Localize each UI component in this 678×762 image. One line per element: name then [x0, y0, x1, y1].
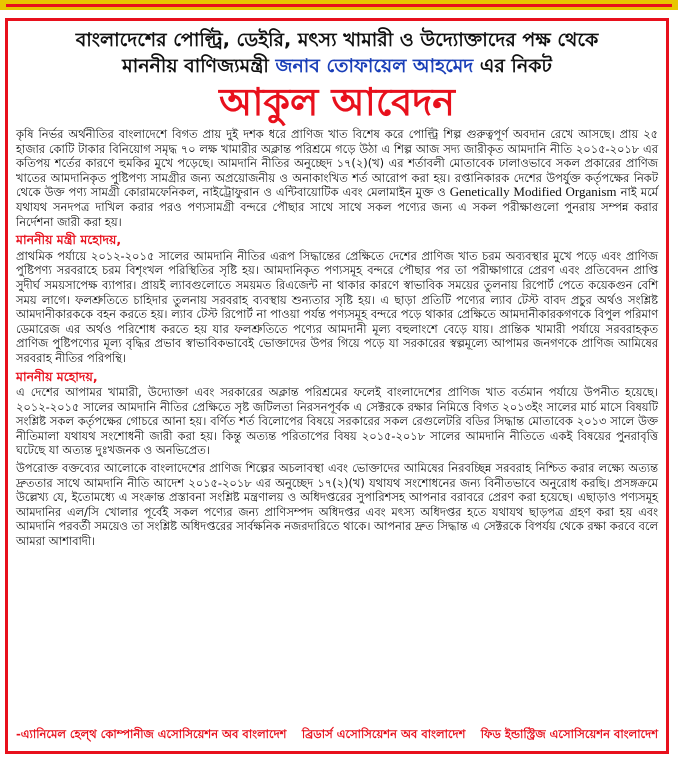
paragraph-1-part-1: কৃষি নির্ভর অর্থনীতির বাংলাদেশে বিগত প্রায় দুই দশক ধরে প্রাণিজ খাত বিশেষ করে পোল্ট্রি শিল্প গুরুত্বপূর্ণ অবদান রেখে আসছে। প্রায় ২৫ হাজার কোটি টাকার বিনিয়োগ সমৃদ্ধ ৭০ লক্ষ খামারীর অক্লান্ত পরিশ্রমে গড়ে উঠা এ শিল্প আজ সদ্য জারীকৃত আমদানি নীতি ২০১৫-২০১৮ এর কতিপয় শর্তের কারণে হুমকির মুখে পড়েছে। আমদানি নীতির অনুচ্ছেদ ১৭(২)(খ) এর শর্তাবলী মোতাবেক ঢালাওভাবে সকল প্রকারের প্রাণিজ খাতের আমদানিকৃত পুষ্টিপণ্য সামগ্রীর জন্য অপ্রয়োজনীয় ও অনাকাংখিত শর্ত আরোপ করা হয়। রপ্তানিকারক দেশের উপর্যুক্ত কর্তৃপক্ষের নিকট থেকে উক্ত পণ্য সামগ্রী কোরামফেনিকল, নাইট্রোফুরান ও এন্টিবায়োটিক এবং মেলামাইন মুক্ত ও [16, 127, 658, 200]
signatories [16, 726, 658, 745]
paragraph-1-part-2: নাই মর্মে যথাযথ সনদপত্র দাখিল করার পরও পণ্যসামগ্রী বন্দরে পৌছার সাথে সাথে সকল পণ্যের জন্য এ সকল পরীক্ষাগুলো পুনরায় সম্পন্ন করার নির্দেশনা জারী করা হয়। [16, 185, 658, 229]
signatory-animal-health: -এ্যানিমেল হেল্থ কোম্পানীজ এসোসিয়েশন অব বাংলাদেশ [16, 727, 287, 741]
headline [8, 27, 666, 79]
paragraph-2: প্রাথমিক পর্যায়ে ২০১২-২০১৫ সালের আমদানি নীতির এরূপ সিদ্ধান্তের প্রেক্ষিতে দেশের প্রাণিজ খাত চরম অব্যবস্থার মুখে পড়ে এবং প্রাণিজ পুষ্টিপণ্য সরবরাহে চরম বিশৃংখল পরিস্থিতির সৃষ্টি হয়। আমদানিকৃত পণ্যসমূহ বন্দরে পৌছার পর তা পরীক্ষাগারে প্রেরণ এবং প্রতিবেদন প্রাপ্তি সুদীর্ঘ সময়সাপেক্ষ ব্যাপার। প্রায়ই ল্যাবগুলোতে সময়মত রিএজেন্ট না থাকার কারণে স্বাভাবিক সময়ের তুলনায় রিপোর্ট পেতে কয়েকগুন বেশি সময় লাগে। ফলশ্রুতিতে চাহিদার তুলনায় সরবরাহ ব্যবস্থায় শুন্যতার সৃষ্টি হয়। এ ছাড়া প্রতিটি পণ্যের ল্যাব টেস্ট বাবদ প্রচুর অর্থও সংশ্লিষ্ট আমদানীকারককে বহন করতে হয়। ল্যাব টেস্ট রিপোর্ট না পাওয়া পর্যন্ত পণ্যসমূহ বন্দরে পড়ে থাকার প্রেক্ষিতে আমদানীকারকগণকে বিপুল পরিমাণ ডেমারেজ এর অর্থও পরিশোধ করতে হয় যার ফলশ্রুতিতে পণ্যের আমদানী মূল্য বহুলাংশে বেড়ে যায়। প্রান্তিক খামারী পর্যায়ে সরবরাহকৃত প্রাণিজ পুষ্টিপণ্যের মূল্য বৃদ্ধির প্রভাব স্বাভাবিকভাবেই ভোক্তাদের উপর গিয়ে পড়ে যা সরকারের স্বল্পমূল্যে আপামর জনগণকে প্রাণিজ আমিষের সরবরাহ নীতির পরিপন্থি। [16, 248, 658, 365]
signatory-breeders: ব্রিডার্স এসোসিয়েশন অব বাংলাদেশ [301, 727, 466, 741]
headline-line-2 [14, 53, 660, 79]
notice-body [8, 127, 666, 549]
minister-name: জনাব তোফায়েল আহমেদ [275, 55, 474, 77]
headline-line-2-pre: মাননীয় বাণিজ্যমন্ত্রী [122, 55, 276, 77]
salutation-minister: মাননীয় মন্ত্রী মহোদয়, [16, 232, 122, 248]
paragraph-3: এ দেশের আপামর খামারী, উদ্যোক্তা এবং সরকারের অক্লান্ত পরিশ্রমের ফলেই বাংলাদেশের প্রাণিজ খাত বর্তমান পর্যায়ে উপনীত হয়েছে। ২০১২-২০১৫ সালের আমদানি নীতির প্রেক্ষিতে সৃষ্ট জটিলতা নিরসনপূর্বক এ সেক্টরকে রক্ষার নিমিত্তে বিগত ২০১৩ইং সালের মার্চ মাসে বিষয়টি সংশ্লিষ্ট সকল কর্তৃপক্ষের গোচরে আনা হয়। বর্ণিত শর্ত বিলোপের বিষয়ে সরকারের সকল রেগুলেটরি বডির সিদ্ধান্ত মোতাবেক ২০১৩ সালে উক্ত নীতিমালা যথাযথ সংশোধনী জারী করা হয়। কিন্তু অত্যন্ত পরিতাপের বিষয় ২০১৫-২০১৮ সালের আমদানি নীতিতে একই বিষয়ের পুনরাবৃত্তি ঘটেছে যা অত্যন্ত দুঃখজনক ও অনভিপ্রেত। [16, 385, 658, 458]
appeal-title: আকুল আবেদন [219, 79, 455, 124]
gmo-term: Genetically Modified Organism [449, 184, 617, 200]
paragraph-4: উপরোক্ত বক্তব্যের আলোকে বাংলাদেশের প্রাণিজ শিল্পের অচলাবস্থা এবং ভোক্তাদের আমিষের নিরবচ্ছিন্ন সরবরাহ নিশ্চিত করার লক্ষ্যে অত্যন্ত দ্রুততার সাথে আমদানি নীতি আদেশ ২০১৫-২০১৮ এর অনুচ্ছেদ ১৭(২)(খ) যথাযথ সংশোধনের জন্য বিনীতভাবে অনুরোধ করছি। প্রসঙ্গক্রমে উল্লেখ্য যে, ইতোমধ্যে এ সংক্রান্ত প্রস্তাবনা সংশ্লিষ্ট মন্ত্রণালয় ও অধিদপ্তরের সুপারিশসহ আপনার বরাবরে প্রেরণ করা হয়েছে। এছাড়াও পণ্যসমূহ আমদানির এল/সি খোলার পূর্বেই সকল পণ্যের জন্য প্রাণিসম্পদ অধিদপ্তর এবং মৎস্য অধিদপ্তর হতে যথাযথ ছাড়পত্র গ্রহণ করা হয় এবং আমদানি পরবর্তী সময়েও তা সংশ্লিষ্ট অধিদপ্তরের সার্বক্ষনিক নজরদারিতে থাকে। আপনার দ্রুত সিদ্ধান্ত এ সেক্টরকে বিপর্যয় থেকে রক্ষা করবে বলে আমরা আশাবাদী। [16, 461, 658, 549]
signatory-feed-industries: ফিড ইন্ডাস্ট্রিজ এসোসিয়েশন বাংলাদেশ [480, 727, 658, 741]
salutation-sir: মাননীয় মহোদয়, [16, 368, 98, 384]
top-color-band [0, 0, 678, 10]
top-red-line [6, 4, 672, 7]
notice-frame [5, 18, 669, 754]
headline-line-1: বাংলাদেশের পোল্ট্রি, ডেইরি, মৎস্য খামারী ও উদ্যোক্তাদের পক্ষ থেকে [75, 29, 599, 51]
headline-line-2-post: এর নিকট [473, 55, 552, 77]
paragraph-1 [16, 127, 658, 229]
